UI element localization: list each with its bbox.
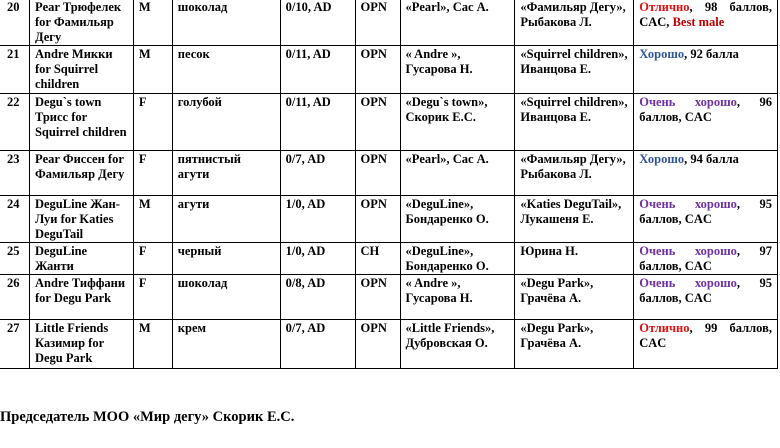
result [634,46,778,94]
class: OPN [355,275,400,320]
table-row [0,275,778,320]
grade: Очень хорошо [639,244,737,258]
grade: Очень хорошо [639,276,737,290]
sex: F [133,151,172,196]
animal-name: Andre Тиффани for Degu Park [29,275,133,320]
table-row [0,94,778,151]
breeder: «DeguLine», Бондаренко О. [400,196,515,243]
sex: F [133,243,172,275]
result [634,320,778,369]
animal-name: DeguLine Жанти [29,243,133,275]
owner: «Фамильяр Дегу», Рыбакова Л. [515,151,634,196]
owner: «Katies DeguTail», Лукашеня Е. [515,196,634,243]
row-number: 24 [0,196,29,243]
owner: «Squirrel children», Иванцова Е. [515,94,634,151]
age: 0/8, AD [280,275,355,320]
breeder: «Pearl», Сас А. [400,0,515,46]
grade: Хорошо [639,152,685,166]
owner: «Squirrel children», Иванцова Е. [515,46,634,94]
class: OPN [355,94,400,151]
sex: M [133,0,172,46]
breeder: «Little Friends», Дубровская О. [400,320,515,369]
owner: «Degu Park», Грачёва А. [515,275,634,320]
coat-color: черный [172,243,280,275]
result-detail: , 95 баллов, CAC [639,197,772,226]
result [634,0,778,46]
result-detail: , 97 баллов, CAC [639,244,772,273]
animal-name: Pear Трюфелек for Фамильяр Дегу [29,0,133,46]
breeder: «Degu`s town», Скорик Е.С. [400,94,515,151]
sex: M [133,46,172,94]
age: 0/11, AD [280,46,355,94]
result-detail: , 98 баллов, CAC, [639,0,772,29]
coat-color: шоколад [172,0,280,46]
table-row [0,151,778,196]
animal-name: Pear Фиссен for Фамильяр Дегу [29,151,133,196]
owner: «Degu Park», Грачёва А. [515,320,634,369]
age: 0/7, AD [280,151,355,196]
age: 1/0, AD [280,196,355,243]
row-number: 21 [0,46,29,94]
sex: F [133,94,172,151]
class: OPN [355,320,400,369]
row-number: 20 [0,0,29,46]
owner: Юрина Н. [515,243,634,275]
result-detail: , 99 баллов, CAC [639,321,772,350]
row-number: 22 [0,94,29,151]
result [634,151,778,196]
coat-color: шоколад [172,275,280,320]
breeder: « Andre », Гусарова Н. [400,275,515,320]
class: OPN [355,0,400,46]
class: OPN [355,196,400,243]
table-row [0,243,778,275]
result [634,196,778,243]
grade: Отлично [639,0,690,14]
class: OPN [355,151,400,196]
age: 0/11, AD [280,94,355,151]
table-row [0,46,778,94]
chairman-signature: Председатель МОО «Мир дегу» Скорик Е.С. [0,409,295,425]
result-detail: , 95 баллов, CAC [639,276,772,305]
breeder: « Andre », Гусарова Н. [400,46,515,94]
result-detail: , 94 балла [684,152,739,166]
owner: «Фамильяр Дегу», Рыбакова Л. [515,0,634,46]
coat-color: пятнистый агути [172,151,280,196]
age: 1/0, AD [280,243,355,275]
grade: Отлично [639,321,690,335]
class: OPN [355,46,400,94]
result-detail: , 92 балла [684,47,739,61]
animal-name: DeguLine Жан-Луи for Katies DeguTail [29,196,133,243]
coat-color: песок [172,46,280,94]
coat-color: крем [172,320,280,369]
grade: Очень хорошо [639,197,737,211]
coat-color: агути [172,196,280,243]
grade: Хорошо [639,47,685,61]
table-row [0,0,778,46]
class: CH [355,243,400,275]
result [634,94,778,151]
result-detail: , 96 баллов, CAC [639,95,772,124]
animal-name: Little Friends Казимир for Degu Park [29,320,133,369]
breeder: «Pearl», Сас А. [400,151,515,196]
grade: Очень хорошо [639,95,737,109]
animal-name: Andre Микки for Squirrel children [29,46,133,94]
row-number: 23 [0,151,29,196]
row-number: 25 [0,243,29,275]
award: Best male [672,15,725,29]
animal-name: Degu`s town Трисс for Squirrel children [29,94,133,151]
table-row [0,196,778,243]
table-row [0,320,778,369]
coat-color: голубой [172,94,280,151]
breeder: «DeguLine», Бондаренко О. [400,243,515,275]
sex: M [133,196,172,243]
row-number: 27 [0,320,29,369]
age: 0/10, AD [280,0,355,46]
result [634,275,778,320]
age: 0/7, AD [280,320,355,369]
sex: F [133,275,172,320]
row-number: 26 [0,275,29,320]
result [634,243,778,275]
sex: M [133,320,172,369]
